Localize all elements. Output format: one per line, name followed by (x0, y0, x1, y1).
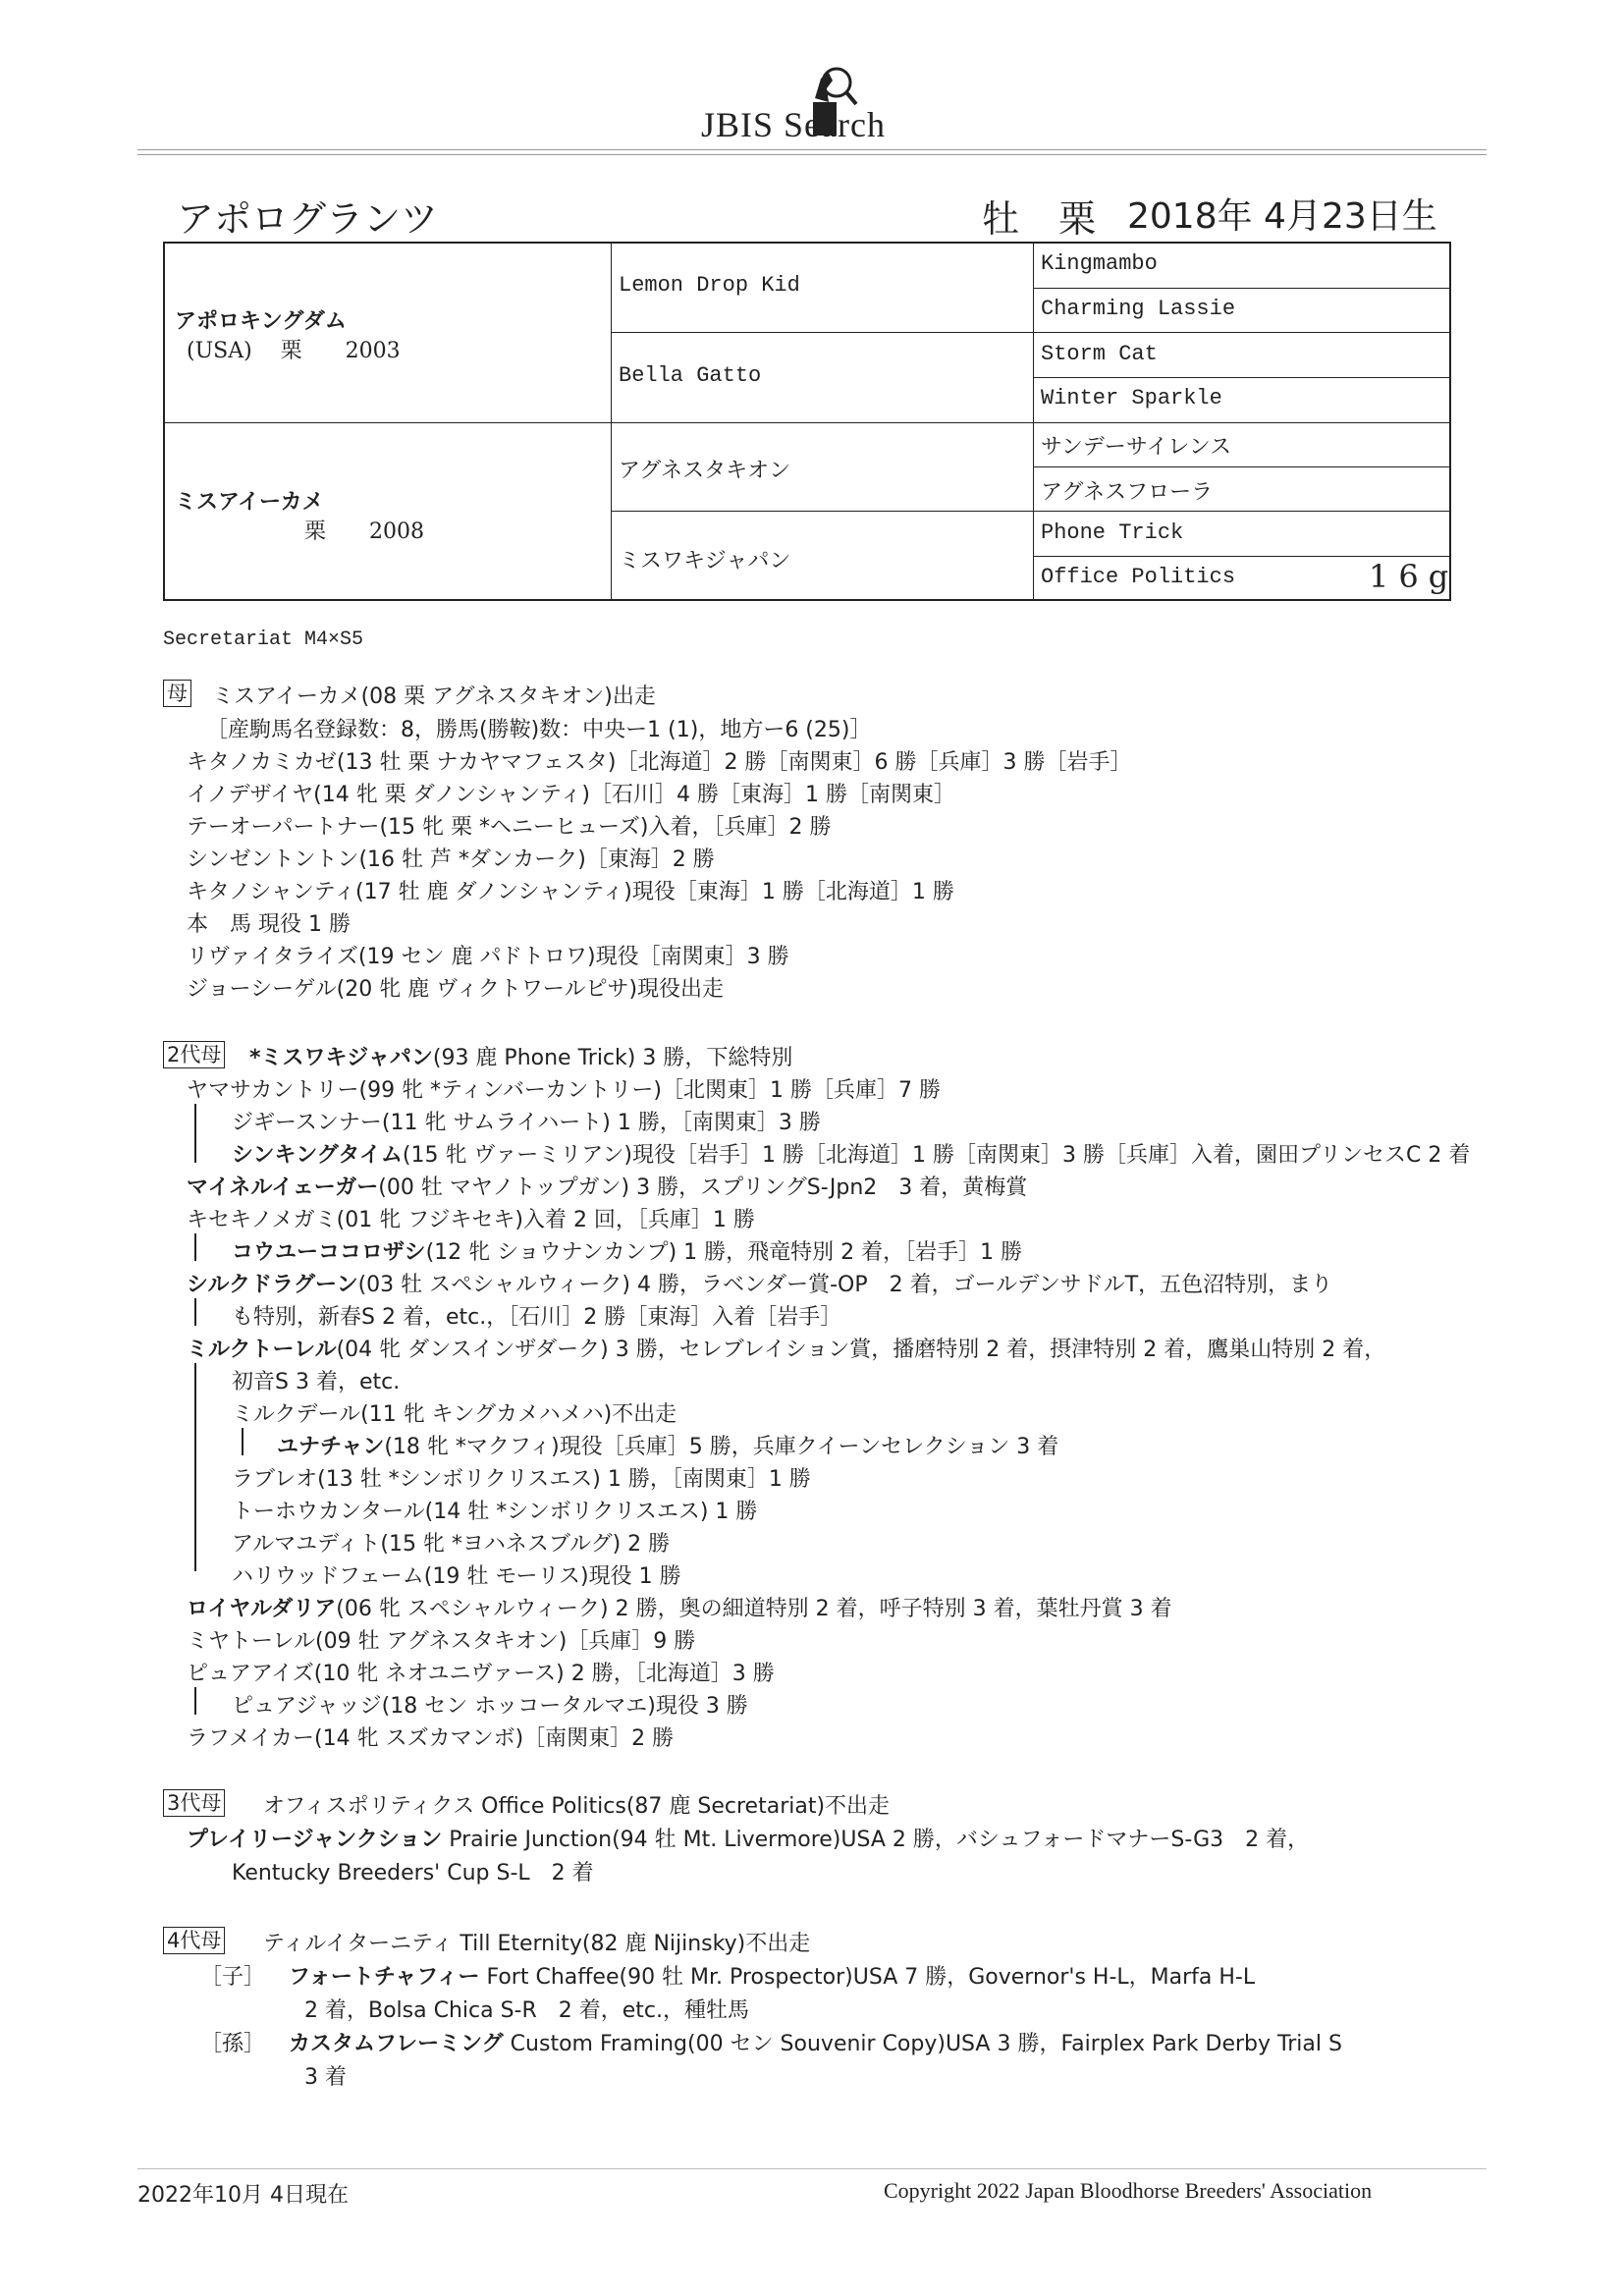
jbis-logo (697, 59, 952, 147)
dam-offspring: イノデザイヤ(14 牝 栗 ダノンシャンティ)［石川］4 勝［東海］1 勝［南関東］ (187, 783, 955, 807)
granddam-offspring: ピュアアイズ(10 牝 ネオユニヴァース) 2 勝，［北海道］3 勝 (187, 1662, 775, 1686)
granddam-offspring: トーホウカンタール(14 牡 *シンボリクリスエス) 1 勝 (232, 1500, 758, 1524)
granddam-summary: *ミスワキジャパン(93 鹿 Phone Trick) 3 勝，下総特別 (249, 1046, 793, 1070)
table-divider (1033, 244, 1034, 599)
gen2-sire-dam: Bella Gatto (619, 363, 762, 388)
table-divider (1033, 288, 1449, 289)
sire-name: アポロキングダム (175, 309, 347, 334)
lineage-bar (194, 1687, 196, 1715)
section-tag-granddam: 2代母 (163, 1041, 225, 1068)
lineage-bar (194, 1104, 196, 1163)
table-divider (1033, 556, 1449, 557)
great-granddam-summary: オフィスポリティクス Office Politics(87 鹿 Secretariat)不出走 (263, 1794, 891, 1819)
lineage-bar (194, 1298, 196, 1326)
table-divider (1033, 466, 1449, 467)
gen3-8: Office Politics (1041, 565, 1236, 589)
section-tag-4th-dam: 4代母 (163, 1927, 225, 1954)
horse-birth-date: 2018年 4月23日生 (1127, 196, 1437, 237)
granddam-offspring: も特別，新春S 2 着，etc.，［石川］2 勝［東海］入着［岩手］ (232, 1305, 842, 1330)
table-divider (611, 332, 1449, 333)
section-tag-great-granddam: 3代母 (163, 1789, 225, 1817)
gen3-6: アグネスフローラ (1041, 480, 1214, 505)
dam-offspring: ジョーシーゲル(20 牝 鹿 ヴィクトワールピサ)現役出走 (187, 977, 725, 1002)
gen2-sire-sire: Lemon Drop Kid (619, 273, 800, 298)
granddam-offspring: キセキノメガミ(01 牝 フジキセキ)入着 2 回，［兵庫］1 勝 (187, 1208, 755, 1232)
table-divider (611, 244, 612, 599)
inbreeding-note: Secretariat M4×S5 (163, 629, 364, 651)
header-divider (137, 149, 1487, 150)
granddam-offspring: ミルクトーレル(04 牝 ダンスインザダーク) 3 勝，セレブレイション賞，播磨特別 2 着，摂津特別 2 着，鷹巣山特別 2 着， (187, 1338, 1386, 1362)
lineage-bar (194, 1233, 196, 1261)
dam-offspring: テーオーパートナー(15 牝 栗 *ヘニーヒューズ)入着，［兵庫］2 勝 (187, 815, 832, 840)
granddam-offspring: アルマユディト(15 牝 *ヨハネスブルグ) 2 勝 (232, 1532, 671, 1557)
granddam-offspring: ピュアジャッジ(18 セン ホッコータルマエ)現役 3 勝 (232, 1694, 748, 1719)
dam-offspring: キタノシャンティ(17 牡 鹿 ダノンシャンティ)現役［東海］1 勝［北海道］1 勝 (187, 880, 954, 904)
gen3-7: Phone Trick (1041, 520, 1184, 545)
gen2-dam-dam: ミスワキジャパン (619, 549, 791, 574)
granddam-offspring: ラフメイカー(14 牝 スズカマンボ)［南関東］2 勝 (187, 1726, 675, 1751)
gen2-dam-sire: アグネスタキオン (619, 459, 791, 483)
horse-name: アポログランツ (177, 197, 439, 241)
dam-offspring-stats: ［産駒馬名登録数：8，勝馬(勝鞍)数：中央ー1 (1)，地方ー6 (25)］ (206, 718, 872, 742)
table-divider (165, 422, 1449, 423)
granddam-offspring: ヤマサカントリー(99 牝 *ティンバーカントリー)［北関東］1 勝［兵庫］7 勝 (187, 1078, 941, 1103)
dam-offspring: キタノカミカゼ(13 牡 栗 ナカヤマフェスタ)［北海道］2 勝［南関東］6 勝［兵庫］3 勝［岩手］ (187, 750, 1132, 775)
dam-name: ミスアイーカメ (175, 490, 324, 515)
sire-detail: (USA) 栗 2003 (187, 339, 401, 363)
dam-offspring: リヴァイタライズ(19 セン 鹿 パドトロワ)現役［南関東］3 勝 (187, 945, 789, 969)
pedigree-table (163, 242, 1459, 601)
footer-divider (137, 2168, 1487, 2169)
relation-label-child: ［子］ (200, 1965, 266, 1990)
horse-sex-color: 牡 栗 (982, 197, 1110, 241)
fourth-dam-descendant: フォートチャフィー Fort Chaffee(90 牡 Mr. Prospector)USA 7 勝，Governor's H-L，Marfa H-L (289, 1965, 1256, 1990)
gen3-3: Storm Cat (1041, 342, 1158, 366)
report-date: 2022年10月 4日現在 (137, 2183, 349, 2208)
fourth-dam-descendant: カスタムフレーミング Custom Framing(00 セン Souvenir Copy)USA 3 勝，Fairplex Park Derby Trial S (289, 2032, 1342, 2056)
great-granddam-offspring: Kentucky Breeders' Cup S-L 2 着 (232, 1861, 594, 1886)
lineage-bar (242, 1428, 244, 1455)
table-divider (1033, 377, 1449, 378)
granddam-offspring: ラブレオ(13 牡 *シンボリクリスエス) 1 勝，［南関東］1 勝 (232, 1467, 811, 1492)
lineage-bar (194, 1363, 196, 1571)
great-granddam-offspring: プレイリージャンクション Prairie Junction(94 牡 Mt. Livermore)USA 2 勝，バシュフォードマナーS-G3 2 着， (187, 1828, 1310, 1852)
dam-offspring: 本 馬 現役 1 勝 (187, 912, 351, 937)
relation-label-grandchild: ［孫］ (200, 2032, 266, 2056)
fourth-dam-descendant: 2 着，Bolsa Chica S-R 2 着，etc.，種牡馬 (304, 1998, 750, 2023)
gen3-4: Winter Sparkle (1041, 386, 1222, 410)
granddam-offspring: シルクドラグーン(03 牡 スペシャルウィーク) 4 勝，ラベンダー賞-OP 2 着，ゴールデンサドルT，五色沼特別，まり (187, 1273, 1333, 1297)
granddam-offspring: ミヤトーレル(09 牡 アグネスタキオン)［兵庫］9 勝 (187, 1629, 696, 1654)
fourth-dam-descendant: 3 着 (304, 2065, 347, 2090)
weight-value: 16g (1369, 558, 1459, 595)
dam-offspring: シンゼントントン(16 牡 芦 *ダンカーク)［東海］2 勝 (187, 847, 715, 872)
dam-detail: 栗 2008 (304, 519, 424, 544)
section-tag-dam: 母 (163, 680, 191, 707)
granddam-offspring: シンキングタイム(15 牝 ヴァーミリアン)現役［岩手］1 勝［北海道］1 勝［南関東］3 勝［兵庫］入着，園田プリンセスC 2 着 (232, 1143, 1471, 1168)
granddam-offspring: ハリウッドフェーム(19 牡 モーリス)現役 1 勝 (232, 1564, 681, 1589)
logo-text: JBIS Search (701, 105, 886, 144)
header-divider-2 (137, 154, 1487, 155)
dam-summary: ミスアイーカメ(08 栗 アグネスタキオン)出走 (212, 684, 656, 709)
granddam-offspring: ロイヤルダリア(06 牝 スペシャルウィーク) 2 勝，奥の細道特別 2 着，呼子特別 3 着，葉牡丹賞 3 着 (187, 1597, 1172, 1621)
granddam-offspring: 初音S 3 着，etc. (232, 1370, 401, 1394)
copyright: Copyright 2022 Japan Bloodhorse Breeders' Association (884, 2178, 1373, 2203)
gen3-1: Kingmambo (1041, 251, 1158, 276)
gen3-2: Charming Lassie (1041, 297, 1236, 321)
table-divider (611, 511, 1449, 512)
granddam-offspring: ユナチャン(18 牝 *マクフィ)現役［兵庫］5 勝，兵庫クイーンセレクション 3 着 (277, 1435, 1059, 1459)
granddam-offspring: ジギースンナー(11 牝 サムライハート) 1 勝，［南関東］3 勝 (232, 1111, 821, 1135)
gen3-5: サンデーサイレンス (1041, 435, 1232, 460)
fourth-dam-summary: ティルイターニティ Till Eternity(82 鹿 Nijinsky)不出走 (263, 1932, 811, 1956)
granddam-offspring: ミルクデール(11 牝 キングカメハメハ)不出走 (232, 1402, 677, 1427)
granddam-offspring: マイネルイェーガー(00 牡 マヤノトップガン) 3 勝，スプリングS-Jpn2 3 着，黄梅賞 (187, 1175, 1028, 1200)
granddam-offspring: コウユーココロザシ(12 牝 ショウナンカンプ) 1 勝，飛竜特別 2 着，［岩手］1 勝 (232, 1240, 1023, 1265)
